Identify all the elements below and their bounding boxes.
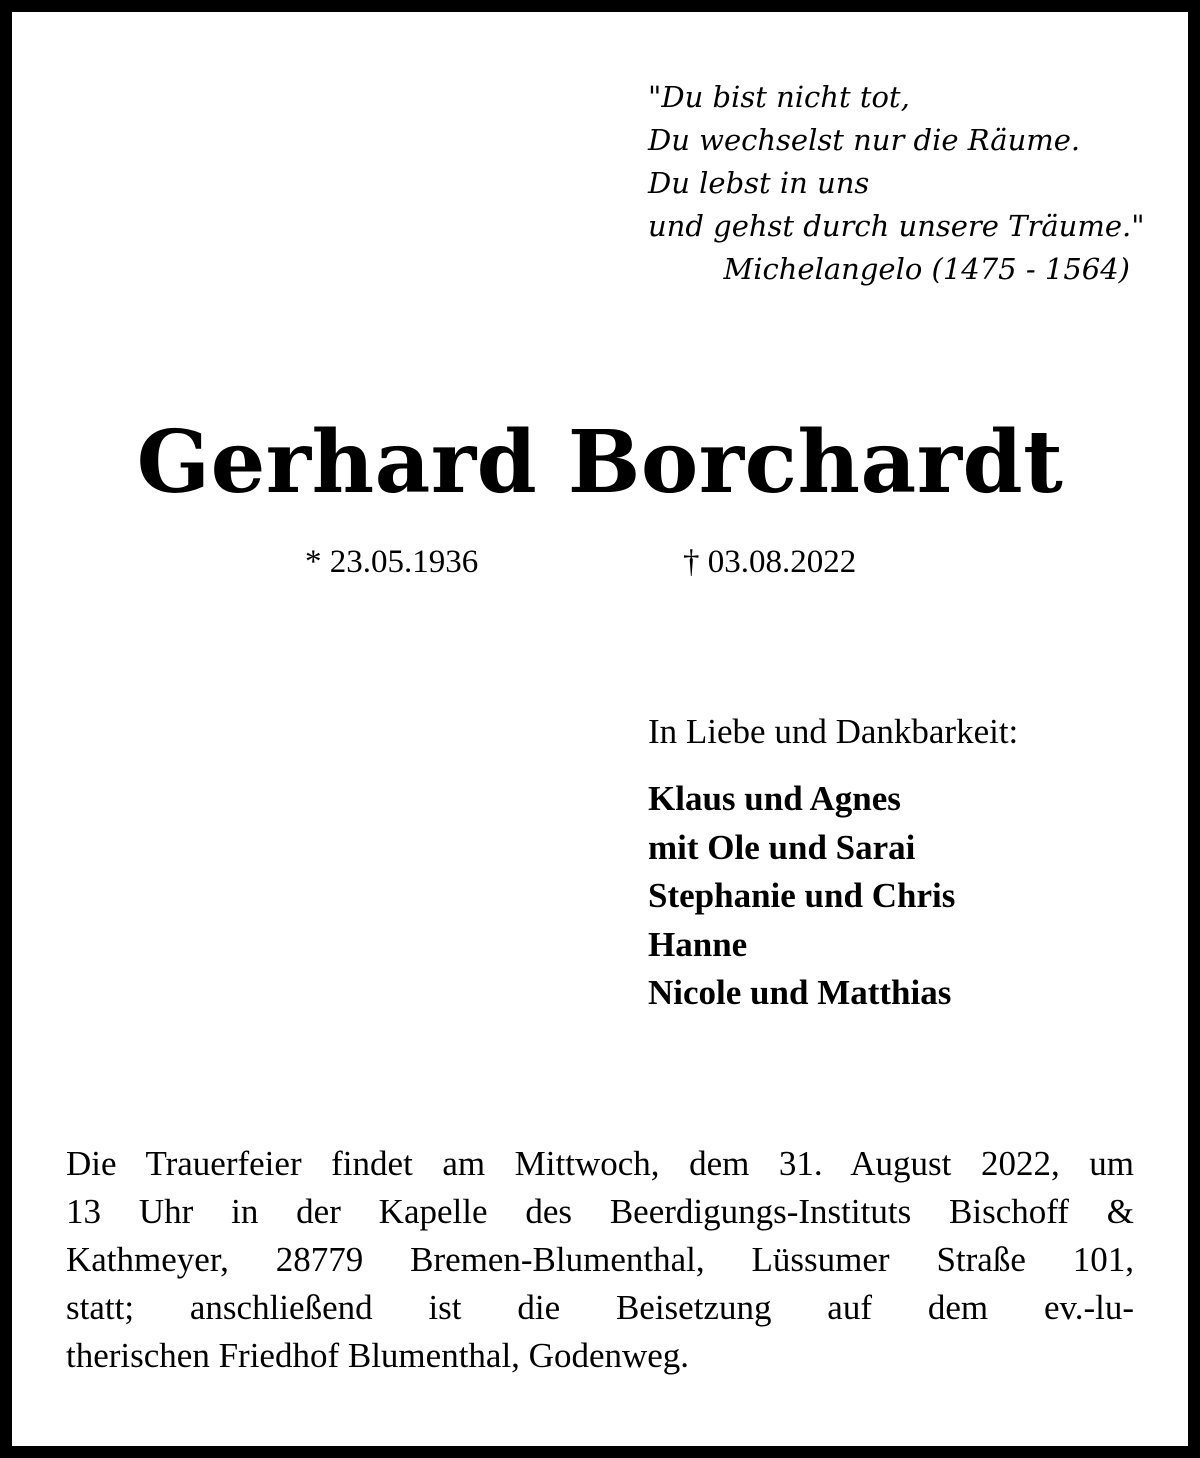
quote-line: "Du bist nicht tot, [648, 80, 910, 114]
deceased-name: Gerhard Borchardt [136, 412, 1064, 513]
funeral-service-info [66, 1140, 1134, 1380]
mourner-name: Klaus und Agnes [648, 779, 901, 818]
service-text-line: 13 Uhr in der Kapelle des Beerdigungs-Instituts Bischoff & [66, 1192, 1134, 1231]
quote-author: Michelangelo (1475 - 1564) [723, 252, 1130, 286]
service-text-line: Die Trauerfeier findet am Mittwoch, dem 31. August 2022, um [66, 1144, 1134, 1183]
mourner-name: Stephanie und Chris [648, 876, 956, 915]
mourner-name: Nicole und Matthias [648, 973, 952, 1012]
quote-line: Du lebst in uns [648, 166, 870, 200]
birth-date: * 23.05.1936 [305, 544, 479, 580]
service-text-line: therischen Friedhof Blumenthal, Godenweg. [66, 1336, 690, 1375]
mourner-name: mit Ole und Sarai [648, 827, 916, 867]
service-text-line: Kathmeyer, 28779 Bremen-Blumenthal, Lüssumer Straße 101, [66, 1240, 1134, 1279]
death-date: † 03.08.2022 [683, 544, 857, 580]
service-text-line: statt; anschließend ist die Beisetzung auf dem ev.-lu- [66, 1288, 1134, 1327]
epitaph-quote [648, 76, 1145, 291]
quote-line: und gehst durch unsere Träume." [648, 209, 1145, 243]
mourner-name: Hanne [648, 924, 748, 964]
quote-line: Du wechselst nur die Räume. [648, 123, 1081, 157]
mourners-intro: In Liebe und Dankbarkeit: [648, 712, 1019, 751]
mourners-list [648, 775, 955, 1018]
